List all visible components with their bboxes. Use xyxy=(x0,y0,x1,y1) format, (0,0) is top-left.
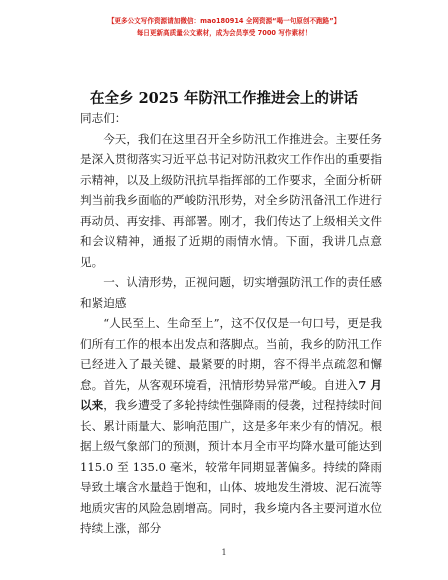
paragraph-situation xyxy=(80,313,382,539)
paragraph-situation-text-a: “人民至上、生命至上”，这不仅仅是一句口号，更是我们所有工作的根本出发点和落脚点。当前，我乡的防汛工作已经进入了最关键、最紧要的时期，容不得半点疏忽和懈怠。首先，从客观环境看，汛情形势异常严峻。自进入 xyxy=(80,316,382,392)
document-title: 在全乡 2025 年防汛工作推进会上的讲话 xyxy=(90,90,358,107)
section-heading: 一、认清形势，正视问题，切实增强防汛工作的责任感和紧迫感 xyxy=(80,275,382,310)
paragraph-intro: 今天，我们在这里召开全乡防汛工作推进会。主要任务是深入贯彻落实习近平总书记对防汛救灾工作作出的重要指示精神，以及上级防汛抗旱指挥部的工作要求，全面分析研判当前我乡面临的严峻防汛形势，对全乡防汛备汛工作进行再动员、再安排、再部署。刚才，我们传达了上级相关文件和会议精神，通报了近期的雨情水情。下面，我讲几点意见。 xyxy=(80,131,382,269)
promo-banner-line2: 每日更新高质量公文素材，成为会员享受 7000 写作素材！ xyxy=(136,29,312,37)
salutation: 同志们： xyxy=(80,111,127,125)
paragraph-situation-emphasis: 7 月以来 xyxy=(80,377,382,412)
page-number: 1 xyxy=(221,548,227,557)
promo-banner-line1: 【更多公文写作资源请加微信：mao180914 全网资源“喝一句原创不跑路”】 xyxy=(107,17,341,25)
paragraph-situation-text-b: ，我乡遭受了多轮持续性强降雨的侵袭，过程持续时间长、累计雨量大、影响范围广，这是多年来少有的情况。根据上级气象部门的预测，预计本月全市平均降水量可能达到 115.0 至 135.0 毫米，较常年同期显著偏多。持续的降雨导致土壤含水量趋于饱和，山体、坡地发生滑坡、泥石流等地质灾害的风险急剧增高。同时，我乡境内各主要河道水位持续上涨，部分 xyxy=(80,398,382,535)
document-body xyxy=(80,108,382,539)
